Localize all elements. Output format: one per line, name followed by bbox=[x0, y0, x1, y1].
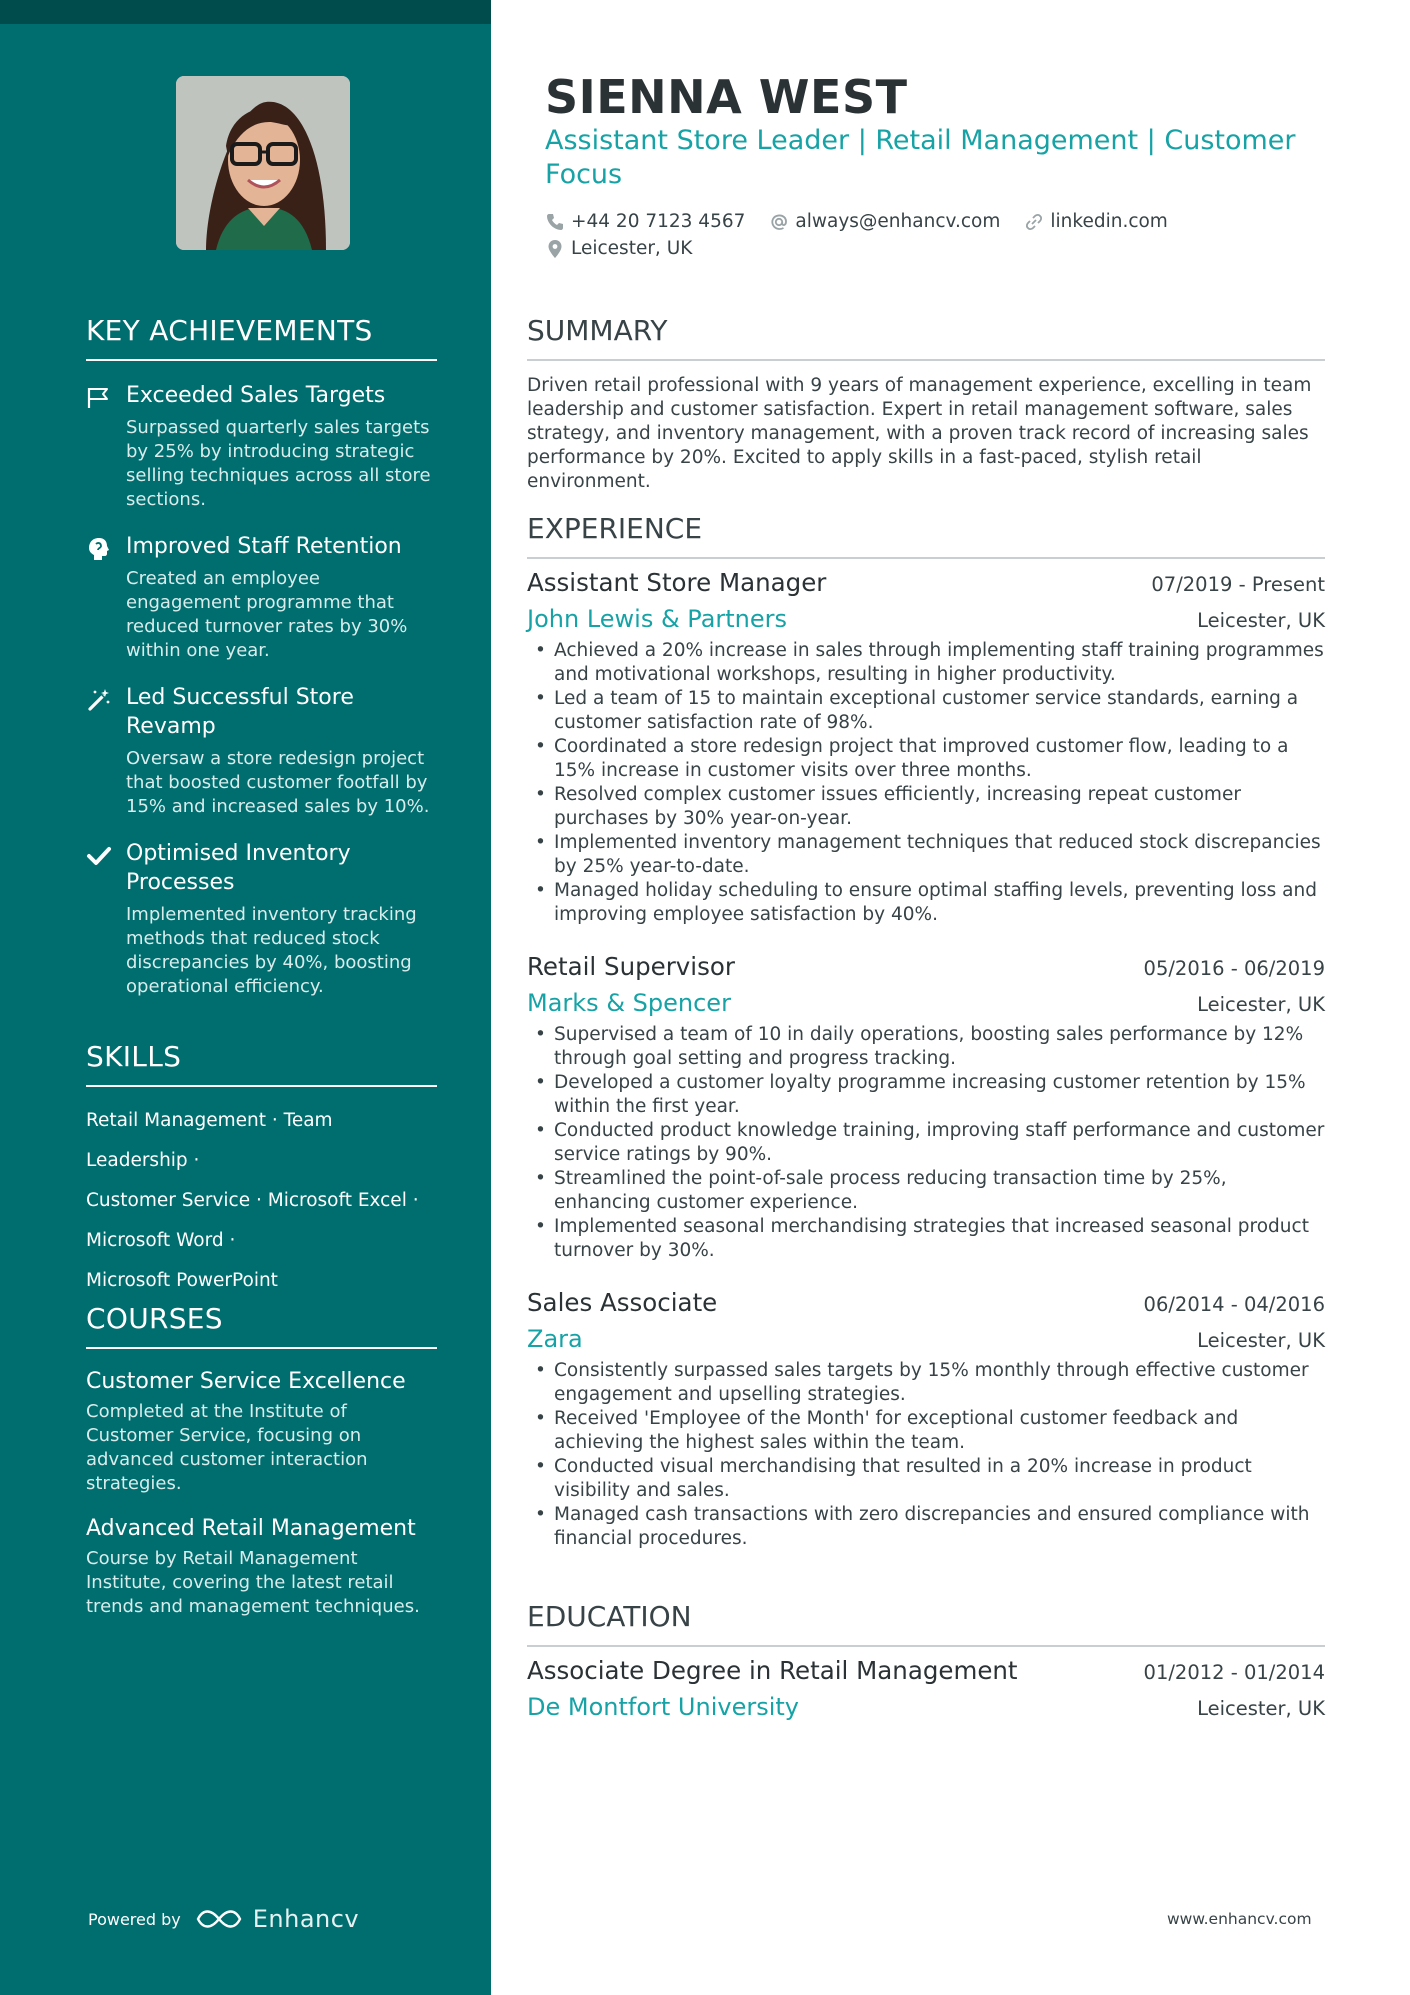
course-item bbox=[86, 1514, 437, 1619]
job-title: Assistant Store Manager bbox=[527, 568, 827, 597]
achievement-item bbox=[86, 683, 437, 819]
skills-line: Microsoft Word · bbox=[86, 1230, 236, 1251]
job-location: Leicester, UK bbox=[1197, 609, 1325, 632]
job-bullet: • Streamlined the point-of-sale process reducing transaction time by 25%, enhancing customer experience. bbox=[554, 1167, 1325, 1215]
skills-section bbox=[86, 1040, 437, 1301]
education-dates: 01/2012 - 01/2014 bbox=[1143, 1661, 1325, 1684]
job-bullets bbox=[527, 639, 1325, 927]
achievement-title: Improved Staff Retention bbox=[126, 534, 402, 559]
achievement-item bbox=[86, 381, 437, 512]
school-name: De Montfort University bbox=[527, 1693, 799, 1721]
experience-heading: EXPERIENCE bbox=[527, 512, 1325, 559]
achievement-item bbox=[86, 532, 437, 663]
email-text: always@enhancv.com bbox=[795, 211, 1001, 232]
job-entry bbox=[527, 952, 1325, 1263]
enhancv-logo bbox=[195, 1905, 359, 1933]
sidebar bbox=[0, 0, 491, 1995]
job-bullet: • Conducted product knowledge training, improving staff performance and customer service ratings by 90%. bbox=[554, 1119, 1325, 1167]
education-location: Leicester, UK bbox=[1197, 1697, 1325, 1720]
flag-icon bbox=[86, 385, 112, 411]
phone-icon bbox=[545, 212, 565, 232]
course-description: Completed at the Institute of Customer Service, focusing on advanced customer interaction strategies. bbox=[86, 1401, 368, 1494]
job-title: Retail Supervisor bbox=[527, 952, 735, 981]
job-bullet: • Developed a customer loyalty programme increasing customer retention by 15% within the first year. bbox=[554, 1071, 1325, 1119]
achievement-title: Exceeded Sales Targets bbox=[126, 383, 386, 408]
magic-wand-icon bbox=[86, 687, 112, 713]
achievement-description: Created an employee engagement programme that reduced turnover rates by 30% within one year. bbox=[126, 568, 408, 661]
job-company: John Lewis & Partners bbox=[527, 605, 788, 633]
course-title: Advanced Retail Management bbox=[86, 1516, 416, 1541]
achievement-description: Oversaw a store redesign project that boosted customer footfall by 15% and increased sales by 10%. bbox=[126, 748, 430, 817]
brain-icon bbox=[86, 536, 112, 562]
achievement-title: Led Successful Store Revamp bbox=[126, 685, 354, 739]
profile-photo bbox=[176, 76, 350, 250]
job-bullets bbox=[527, 1359, 1325, 1551]
powered-by[interactable] bbox=[88, 1905, 359, 1933]
candidate-name: SIENNA WEST bbox=[545, 70, 908, 124]
job-bullet: • Managed cash transactions with zero discrepancies and ensured compliance with financial procedures. bbox=[554, 1503, 1325, 1551]
at-icon bbox=[769, 212, 789, 232]
footer-url[interactable]: www.enhancv.com bbox=[1167, 1910, 1312, 1928]
link-icon bbox=[1024, 212, 1044, 232]
job-bullet: • Supervised a team of 10 in daily operations, boosting sales performance by 12% through goal setting and progress tracking. bbox=[554, 1023, 1325, 1071]
skills-line: Customer Service · Microsoft Excel · bbox=[86, 1190, 419, 1211]
education-entry bbox=[527, 1656, 1325, 1721]
phone-text: +44 20 7123 4567 bbox=[571, 211, 746, 232]
linkedin-text: linkedin.com bbox=[1050, 211, 1168, 232]
location-pin-icon bbox=[545, 239, 565, 259]
skills-list bbox=[86, 1101, 437, 1301]
achievement-item bbox=[86, 839, 437, 999]
headline: Assistant Store Leader | Retail Management | Customer Focus bbox=[545, 125, 1296, 190]
sidebar-top-bar bbox=[0, 0, 491, 24]
job-location: Leicester, UK bbox=[1197, 993, 1325, 1016]
job-bullet: • Achieved a 20% increase in sales through implementing staff training programmes and motivational workshops, resulting in higher productivity. bbox=[554, 639, 1325, 687]
job-bullet: • Consistently surpassed sales targets by 15% monthly through effective customer engagement and upselling strategies. bbox=[554, 1359, 1325, 1407]
job-bullet: • Coordinated a store redesign project that improved customer flow, leading to a 15% increase in customer visits over three months. bbox=[554, 735, 1325, 783]
achievement-description: Surpassed quarterly sales targets by 25% by introducing strategic selling techniques across all store sections. bbox=[126, 417, 431, 510]
enhancv-logo-icon bbox=[195, 1907, 243, 1931]
job-bullet: • Managed holiday scheduling to ensure optimal staffing levels, preventing loss and improving employee satisfaction by 40%. bbox=[554, 879, 1325, 927]
location-contact bbox=[545, 235, 692, 262]
phone-contact[interactable] bbox=[545, 208, 745, 235]
education-heading: EDUCATION bbox=[527, 1600, 1325, 1647]
course-title: Customer Service Excellence bbox=[86, 1369, 406, 1394]
skills-heading: SKILLS bbox=[86, 1040, 437, 1087]
linkedin-contact[interactable] bbox=[1024, 208, 1167, 235]
course-item bbox=[86, 1367, 437, 1496]
job-bullet: • Led a team of 15 to maintain exceptional customer service standards, earning a customer satisfaction rate of 98%. bbox=[554, 687, 1325, 735]
powered-by-label: Powered by bbox=[88, 1909, 181, 1929]
contact-info bbox=[545, 208, 1305, 262]
job-company: Zara bbox=[527, 1325, 583, 1353]
job-dates: 05/2016 - 06/2019 bbox=[1143, 957, 1325, 980]
job-title: Sales Associate bbox=[527, 1288, 718, 1317]
job-bullet: • Conducted visual merchandising that resulted in a 20% increase in product visibility and sales. bbox=[554, 1455, 1325, 1503]
job-company: Marks & Spencer bbox=[527, 989, 731, 1017]
summary-heading: SUMMARY bbox=[527, 314, 1325, 361]
achievement-title: Optimised Inventory Processes bbox=[126, 841, 351, 895]
course-description: Course by Retail Management Institute, covering the latest retail trends and management techniques. bbox=[86, 1548, 420, 1617]
brand-name: Enhancv bbox=[252, 1905, 360, 1933]
skills-line: Microsoft PowerPoint bbox=[86, 1270, 278, 1291]
courses-heading: COURSES bbox=[86, 1302, 437, 1349]
key-achievements-heading: KEY ACHIEVEMENTS bbox=[86, 314, 437, 361]
email-contact[interactable] bbox=[769, 208, 1000, 235]
job-bullet: • Received 'Employee of the Month' for exceptional customer feedback and achieving the highest sales within the team. bbox=[554, 1407, 1325, 1455]
job-dates: 06/2014 - 04/2016 bbox=[1143, 1293, 1325, 1316]
job-bullet: • Resolved complex customer issues efficiently, increasing repeat customer purchases by 30% year-on-year. bbox=[554, 783, 1325, 831]
key-achievements-section bbox=[86, 314, 437, 999]
checkmark-icon bbox=[86, 843, 112, 869]
skills-line: Retail Management · Team Leadership · bbox=[86, 1110, 333, 1171]
job-entry bbox=[527, 1288, 1325, 1551]
job-bullets bbox=[527, 1023, 1325, 1263]
summary-text: Driven retail professional with 9 years of management experience, excelling in team leadership and customer satisfaction. Expert in retail management software, sales strategy, and inventory management, with a proven track record of increasing sales performance by 20%. Excited to apply skills in a fast-paced, stylish retail environment. bbox=[527, 375, 1312, 492]
degree-title: Associate Degree in Retail Management bbox=[527, 1656, 1018, 1685]
job-dates: 07/2019 - Present bbox=[1151, 573, 1325, 596]
achievement-description: Implemented inventory tracking methods that reduced stock discrepancies by 40%, boosting operational efficiency. bbox=[126, 904, 417, 997]
job-bullet: • Implemented inventory management techniques that reduced stock discrepancies by 25% year-to-date. bbox=[554, 831, 1325, 879]
job-bullet: • Implemented seasonal merchandising strategies that increased seasonal product turnover by 30%. bbox=[554, 1215, 1325, 1263]
job-location: Leicester, UK bbox=[1197, 1329, 1325, 1352]
courses-section bbox=[86, 1302, 437, 1619]
location-text: Leicester, UK bbox=[571, 238, 693, 259]
job-entry bbox=[527, 568, 1325, 927]
